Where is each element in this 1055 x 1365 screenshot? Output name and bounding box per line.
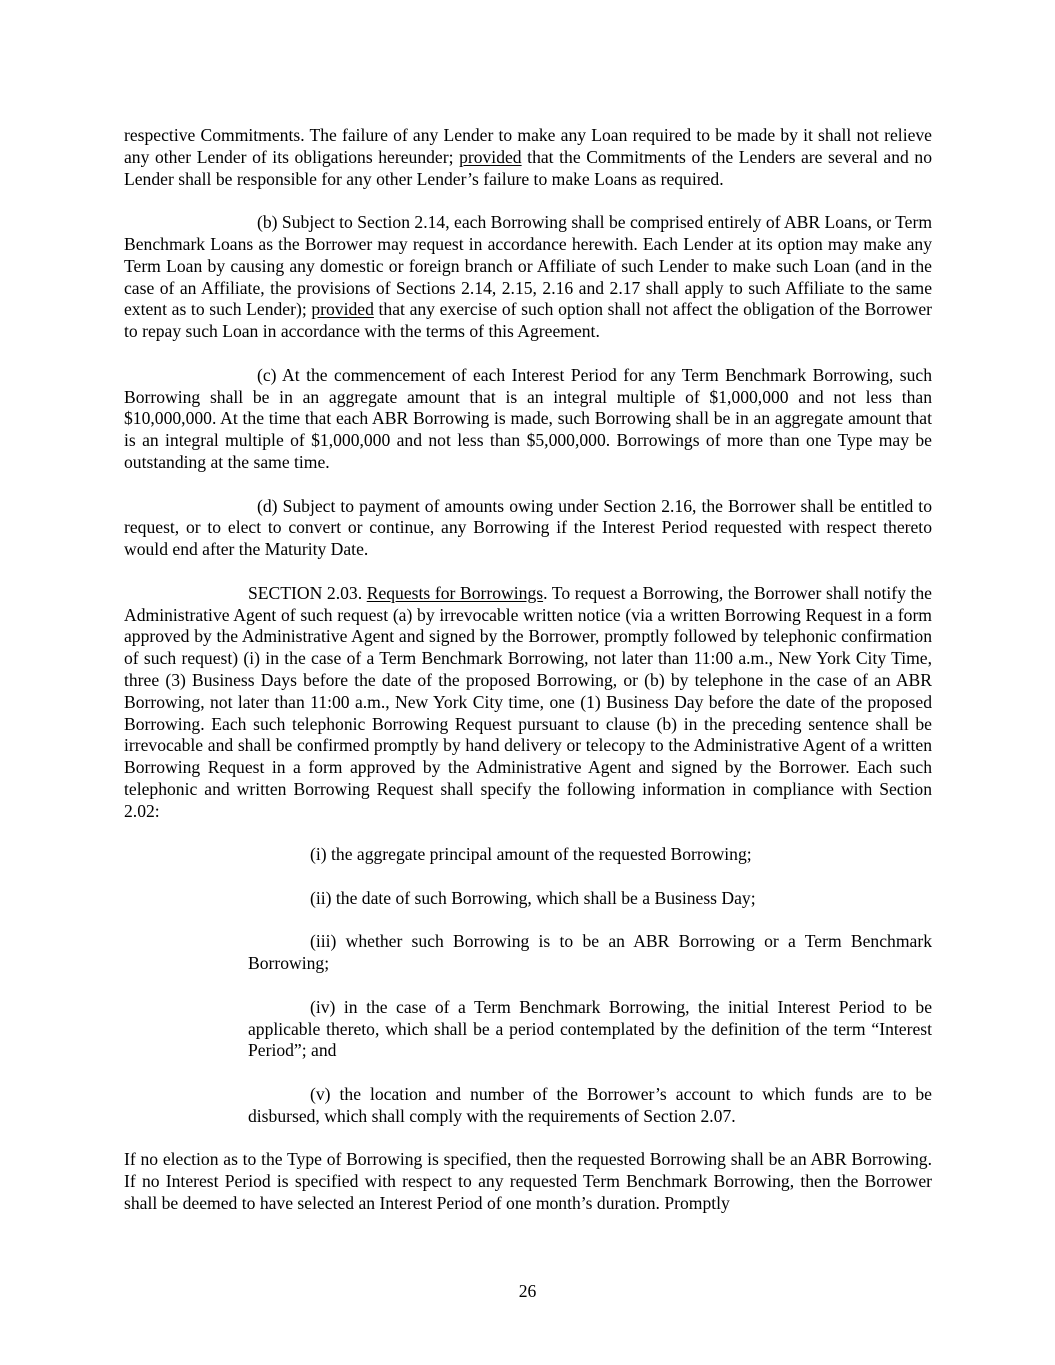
document-body xyxy=(124,125,932,1215)
section-heading: Requests for Borrowings xyxy=(366,582,544,603)
list-item-iii: (iii) whether such Borrowing is to be an ABR Borrowing or a Term Benchmark Borrowing; xyxy=(248,931,932,974)
section-number: SECTION 2.03. xyxy=(248,582,367,603)
list-item-i: (i) the aggregate principal amount of the requested Borrowing; xyxy=(310,844,752,865)
section-2-03 xyxy=(124,583,932,823)
provided-term: provided xyxy=(311,299,374,320)
paragraph-b: (b) Subject to Section 2.14, each Borrowing shall be comprised entirely of ABR Loans, or Term Benchmark Loans as the Borrower may request in accordance herewith. Each Lender at its option may make any Term Loan by causing any domestic or foreign branch or Affiliate of such Lender to make such Loan (and in the case of an Affiliate, the provisions of Sections 2.14, 2.15, 2.16 and 2.17 shall apply to such Affiliate to the same extent as to such Lender); provided that any exercise of such option shall not affect the obligation of the Borrower to repay such Loan in accordance with the terms of this Agreement. xyxy=(124,212,932,342)
closing-paragraph: If no election as to the Type of Borrowing is specified, then the requested Borrowing shall be an ABR Borrowing. If no Interest Period is specified with respect to any requested Term Benchmark Borrowing, then the Borrower shall be deemed to have selected an Interest Period of one month’s duration. Promptly xyxy=(124,1149,932,1214)
list-item-v: (v) the location and number of the Borrower’s account to which funds are to be disbursed, which shall comply with the requirements of Section 2.07. xyxy=(248,1084,932,1126)
page-number: 26 xyxy=(518,1281,537,1301)
paragraph-a-continuation: respective Commitments. The failure of any Lender to make any Loan required to be made by it shall not relieve any other Lender of its obligations hereunder; provided that the Commitments of the Lenders are several and no Lender shall be responsible for any other Lender’s failure to make Loans as required. xyxy=(124,125,932,189)
section-text: . To request a Borrowing, the Borrower shall notify the Administrative Agent of such request (a) by irrevocable written notice (via a written Borrowing Request in a form approved by the Administrative Agent and signed by the Borrower, promptly followed by telephonic confirmation of such request) (i) in the case of a Term Benchmark Borrowing, not later than 11:00 a.m., New York City Time, three (3) Business Days before the date of the proposed Borrowing, or (b) by telephone in the case of an ABR Borrowing, not later than 11:00 a.m., New York City time, one (1) Business Day before the date of the proposed Borrowing. Each such telephonic Borrowing Request pursuant to clause (b) in the preceding sentence shall be irrevocable and shall be confirmed promptly by hand delivery or telecopy to the Administrative Agent of a written Borrowing Request in a form approved by the Administrative Agent and signed by the Borrower. Each such telephonic and written Borrowing Request shall specify the following information in compliance with Section 2.02: xyxy=(124,582,932,821)
list-item-iv: (iv) in the case of a Term Benchmark Borrowing, the initial Interest Period to be applicable thereto, which shall be a period contemplated by the definition of the term “Interest Period”; and xyxy=(248,996,932,1061)
provided-term: provided xyxy=(459,146,522,167)
list-item-ii: (ii) the date of such Borrowing, which shall be a Business Day; xyxy=(310,887,756,908)
paragraph-d: (d) Subject to payment of amounts owing under Section 2.16, the Borrower shall be entitled to request, or to elect to convert or continue, any Borrowing if the Interest Period requested with respect thereto would end after the Maturity Date. xyxy=(124,495,932,560)
paragraph-c: (c) At the commencement of each Interest Period for any Term Benchmark Borrowing, such Borrowing shall be in an aggregate amount that is an integral multiple of $1,000,000 and not less than $10,000,000. At the time that each ABR Borrowing is made, such Borrowing shall be in an aggregate amount that is an integral multiple of $1,000,000 and not less than $5,000,000. Borrowings of more than one Type may be outstanding at the same time. xyxy=(124,364,932,472)
